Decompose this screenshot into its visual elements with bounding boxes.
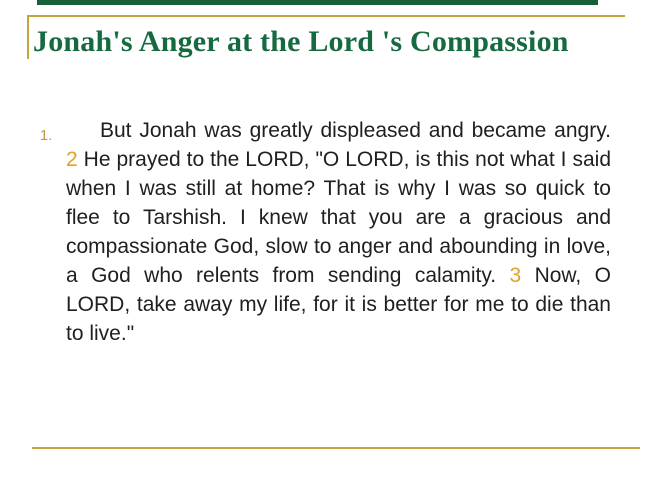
body-text-segment-3: Now, O LORD, take away my life, for it is better for me to die than to live."	[66, 264, 611, 345]
top-accent-bar	[37, 0, 598, 5]
list-number-marker: 1.	[40, 128, 53, 144]
slide-title: Jonah's Anger at the Lord 's Compassion	[33, 25, 569, 58]
bottom-divider-line	[32, 447, 640, 449]
body-paragraph	[66, 116, 611, 348]
body-text-segment-2: He prayed to the LORD, "O LORD, is this not what I said when I was still at home? That is why I was so quick to flee to Tarshish. I knew that you are a gracious and compassionate God, slow to anger and abounding in love, a God who relents from sending calamity.	[66, 148, 611, 287]
body-text-segment-1: But Jonah was greatly displeased and became angry.	[100, 119, 611, 142]
verse-number-3: 3	[509, 264, 522, 287]
verse-number-2: 2	[66, 148, 78, 171]
